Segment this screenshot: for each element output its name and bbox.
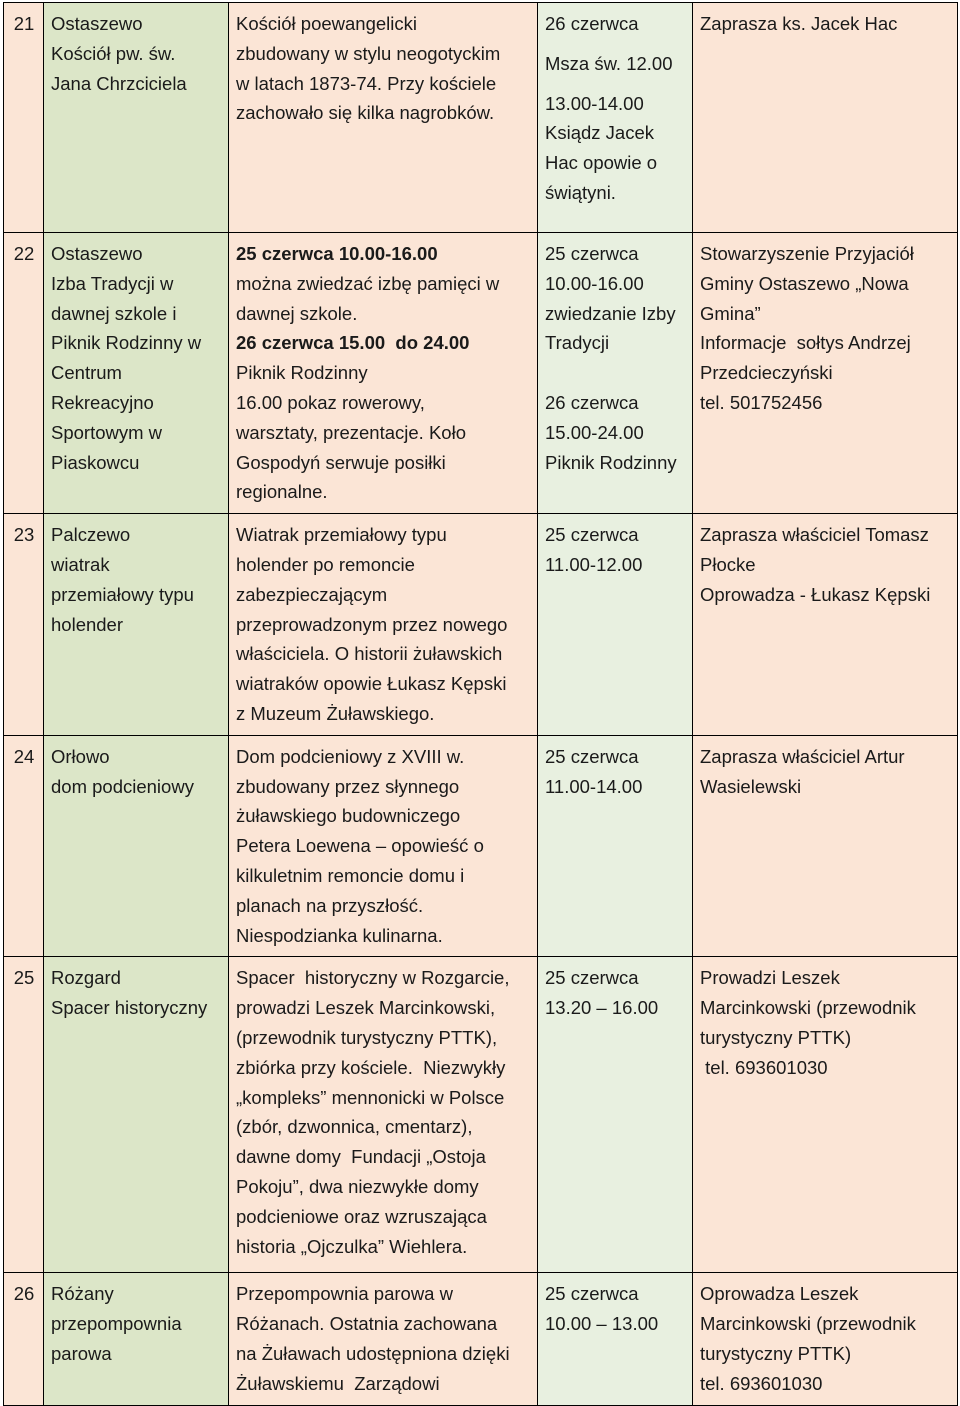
place-line: Spacer historyczny <box>51 997 208 1019</box>
time_c-line: 13.00-14.00 <box>545 92 644 114</box>
host-line: Marcinkowski (przewodnik <box>700 997 916 1019</box>
desc-line: dawnej szkole. <box>236 302 358 324</box>
time_c-line: świątyni. <box>545 181 616 203</box>
time-cell <box>538 514 693 736</box>
desc-line: można zwiedzać izbę pamięci w <box>236 272 500 294</box>
desc-line: (przewodnik turystyczny PTTK), <box>236 1026 498 1048</box>
description-cell <box>229 735 538 957</box>
desc-line: zachowało się kilka nagrobków. <box>236 102 495 124</box>
desc-line: zbudowany przez słynnego <box>236 775 460 797</box>
host-line: Informacje sołtys Andrzej <box>700 332 911 354</box>
host-line: Zaprasza ks. Jacek Hac <box>700 13 898 34</box>
host-line: Zaprasza właściciel Tomasz <box>700 524 929 546</box>
desc-line: wiatraków opowie Łukasz Kępski <box>236 673 507 695</box>
table-row <box>4 957 958 1273</box>
host-cell <box>693 3 958 233</box>
time_a-line: 13.20 – 16.00 <box>545 997 659 1019</box>
time_a-line: 26 czerwca <box>545 13 639 34</box>
desc-line: holender po remoncie <box>236 553 415 575</box>
desc-line: przeprowadzonym przez nowego <box>236 613 508 635</box>
time-cell <box>538 735 693 957</box>
host-line: Płocke <box>700 553 756 575</box>
desc-line: planach na przyszłość. <box>236 894 424 916</box>
desc-line: 26 czerwca 15.00 do 24.00 <box>236 332 470 354</box>
host-line: Stowarzyszenie Przyjaciół <box>700 243 914 264</box>
desc-line: regionalne. <box>236 481 328 503</box>
place-line: Izba Tradycji w <box>51 272 174 294</box>
desc-line: Dom podcieniowy z XVIII w. <box>236 745 465 767</box>
time-gap <box>545 358 686 388</box>
place-line: Orłowo <box>51 745 110 767</box>
desc-line: Piknik Rodzinny <box>236 362 368 384</box>
table-row <box>4 3 958 233</box>
desc-line: zbudowany w stylu neogotyckim <box>236 42 501 64</box>
host-line: Wasielewski <box>700 775 802 797</box>
host-line: turystyczny PTTK) <box>700 1026 852 1048</box>
time_a-line: 11.00-12.00 <box>545 553 643 575</box>
place-cell <box>44 3 229 233</box>
row-number: 22 <box>4 233 44 514</box>
desc-line: podcieniowe oraz wzruszająca <box>236 1205 487 1227</box>
desc-line: prowadzi Leszek Marcinkowski, <box>236 997 496 1019</box>
row-number: 24 <box>4 735 44 957</box>
place-line: Piknik Rodzinny w <box>51 332 202 354</box>
row-number: 23 <box>4 514 44 736</box>
row-number: 26 <box>4 1273 44 1405</box>
desc-line: żuławskiego budowniczego <box>236 805 461 827</box>
desc-line: „kompleks” mennonicki w Polsce <box>236 1086 505 1108</box>
host-line: Przedcieczyński <box>700 362 833 384</box>
place-line: Różany <box>51 1283 114 1305</box>
desc-line: z Muzeum Żuławskiego. <box>236 702 435 724</box>
desc-line: Przepompownia parowa w <box>236 1283 453 1305</box>
place-line: Ostaszewo <box>51 13 143 34</box>
host-line: turystyczny PTTK) <box>700 1342 852 1364</box>
description-cell <box>229 233 538 514</box>
place-line: parowa <box>51 1342 112 1364</box>
time-cell <box>538 957 693 1273</box>
description-cell <box>229 3 538 233</box>
host-cell <box>693 514 958 736</box>
desc-line: zbiórka przy kościele. Niezwykły <box>236 1056 506 1078</box>
host-line: Marcinkowski (przewodnik <box>700 1313 916 1335</box>
desc-line: kilkuletnim remoncie domu i <box>236 864 465 886</box>
time_a-line: 10.00 – 13.00 <box>545 1313 659 1335</box>
table-row <box>4 233 958 514</box>
desc-line: Wiatrak przemiałowy typu <box>236 524 447 546</box>
time_a-line: 25 czerwca <box>545 1283 639 1305</box>
table-row <box>4 514 958 736</box>
host-line: Oprowadza Leszek <box>700 1283 859 1305</box>
table-row <box>4 1273 958 1405</box>
place-cell <box>44 233 229 514</box>
place-cell <box>44 514 229 736</box>
host-cell <box>693 957 958 1273</box>
host-cell <box>693 1273 958 1405</box>
place-cell <box>44 735 229 957</box>
time-cell <box>538 1273 693 1405</box>
place-line: dom podcieniowy <box>51 775 194 797</box>
time_b-line: 15.00-24.00 <box>545 421 644 443</box>
time_a-line: 25 czerwca <box>545 967 639 989</box>
time-gap <box>545 79 686 89</box>
desc-line: Gospodyń serwuje posiłki <box>236 451 446 473</box>
time_a-line: Tradycji <box>545 332 610 354</box>
desc-line: Niespodzianka kulinarna. <box>236 924 443 946</box>
desc-line: warsztaty, prezentacje. Koło <box>236 421 466 443</box>
time_c-line: Hac opowie o <box>545 152 658 174</box>
place-line: Kościół pw. św. <box>51 42 176 64</box>
host-line: Gminy Ostaszewo „Nowa <box>700 272 909 294</box>
time_a-line: 10.00-16.00 <box>545 272 644 294</box>
place-line: Rozgard <box>51 967 121 989</box>
place-line: Jana Chrzciciela <box>51 72 187 94</box>
host-cell <box>693 233 958 514</box>
place-line: dawnej szkole i <box>51 302 177 324</box>
place-cell <box>44 1273 229 1405</box>
time_a-line: zwiedzanie Izby <box>545 302 676 324</box>
desc-line: w latach 1873-74. Przy kościele <box>236 72 497 94</box>
desc-line: zabezpieczającym <box>236 583 388 605</box>
time_b-line: Msza św. 12.00 <box>545 52 673 74</box>
desc-line: właściciela. O historii żuławskich <box>236 643 503 665</box>
desc-line: Różanach. Ostatnia zachowana <box>236 1313 498 1335</box>
host-line: Prowadzi Leszek <box>700 967 840 989</box>
row-number: 21 <box>4 3 44 233</box>
description-cell <box>229 514 538 736</box>
table-row <box>4 735 958 957</box>
place-line: Ostaszewo <box>51 243 143 264</box>
time_a-line: 25 czerwca <box>545 524 639 546</box>
time_b-line: Piknik Rodzinny <box>545 451 677 473</box>
description-cell <box>229 957 538 1273</box>
place-line: Centrum <box>51 362 122 384</box>
place-line: Sportowym w <box>51 421 163 443</box>
schedule-table <box>3 2 958 1406</box>
row-number: 25 <box>4 957 44 1273</box>
time_a-line: 25 czerwca <box>545 745 639 767</box>
time-gap <box>545 39 686 49</box>
host-line: Gmina” <box>700 302 761 324</box>
place-line: przemiałowy typu <box>51 583 194 605</box>
desc-line: historia „Ojczulka” Wiehlera. <box>236 1235 468 1257</box>
desc-line: 16.00 pokaz rowerowy, <box>236 391 425 413</box>
place-line: Piaskowcu <box>51 451 140 473</box>
schedule-body <box>4 3 958 1406</box>
host-line: Oprowadza - Łukasz Kępski <box>700 583 931 605</box>
place-line: wiatrak <box>51 553 110 575</box>
place-line: Palczewo <box>51 524 131 546</box>
desc-line: Petera Loewena – opowieść o <box>236 835 484 857</box>
place-line: przepompownia <box>51 1313 182 1335</box>
desc-line: (zbór, dzwonnica, cmentarz), <box>236 1116 473 1138</box>
desc-line: Spacer historyczny w Rozgarcie, <box>236 967 510 989</box>
desc-line: Kościół poewangelicki <box>236 13 417 34</box>
desc-line: Pokoju”, dwa niezwykłe domy <box>236 1175 479 1197</box>
time_c-line: Ksiądz Jacek <box>545 122 654 144</box>
host-line: Zaprasza właściciel Artur <box>700 745 905 767</box>
time-cell <box>538 233 693 514</box>
desc-line: dawne domy Fundacji „Ostoja <box>236 1146 486 1168</box>
place-line: holender <box>51 613 124 635</box>
place-cell <box>44 957 229 1273</box>
time_a-line: 25 czerwca <box>545 243 639 264</box>
host-line: tel. 693601030 <box>700 1056 828 1078</box>
host-cell <box>693 735 958 957</box>
desc-line: na Żuławach udostępniona dzięki <box>236 1342 510 1364</box>
desc-line: Żuławskiemu Zarządowi <box>236 1372 440 1394</box>
time_b-line: 26 czerwca <box>545 391 639 413</box>
desc-line: 25 czerwca 10.00-16.00 <box>236 243 438 264</box>
description-cell <box>229 1273 538 1405</box>
host-line: tel. 501752456 <box>700 391 823 413</box>
host-line: tel. 693601030 <box>700 1372 823 1394</box>
time_a-line: 11.00-14.00 <box>545 775 643 797</box>
time-cell <box>538 3 693 233</box>
place-line: Rekreacyjno <box>51 391 154 413</box>
